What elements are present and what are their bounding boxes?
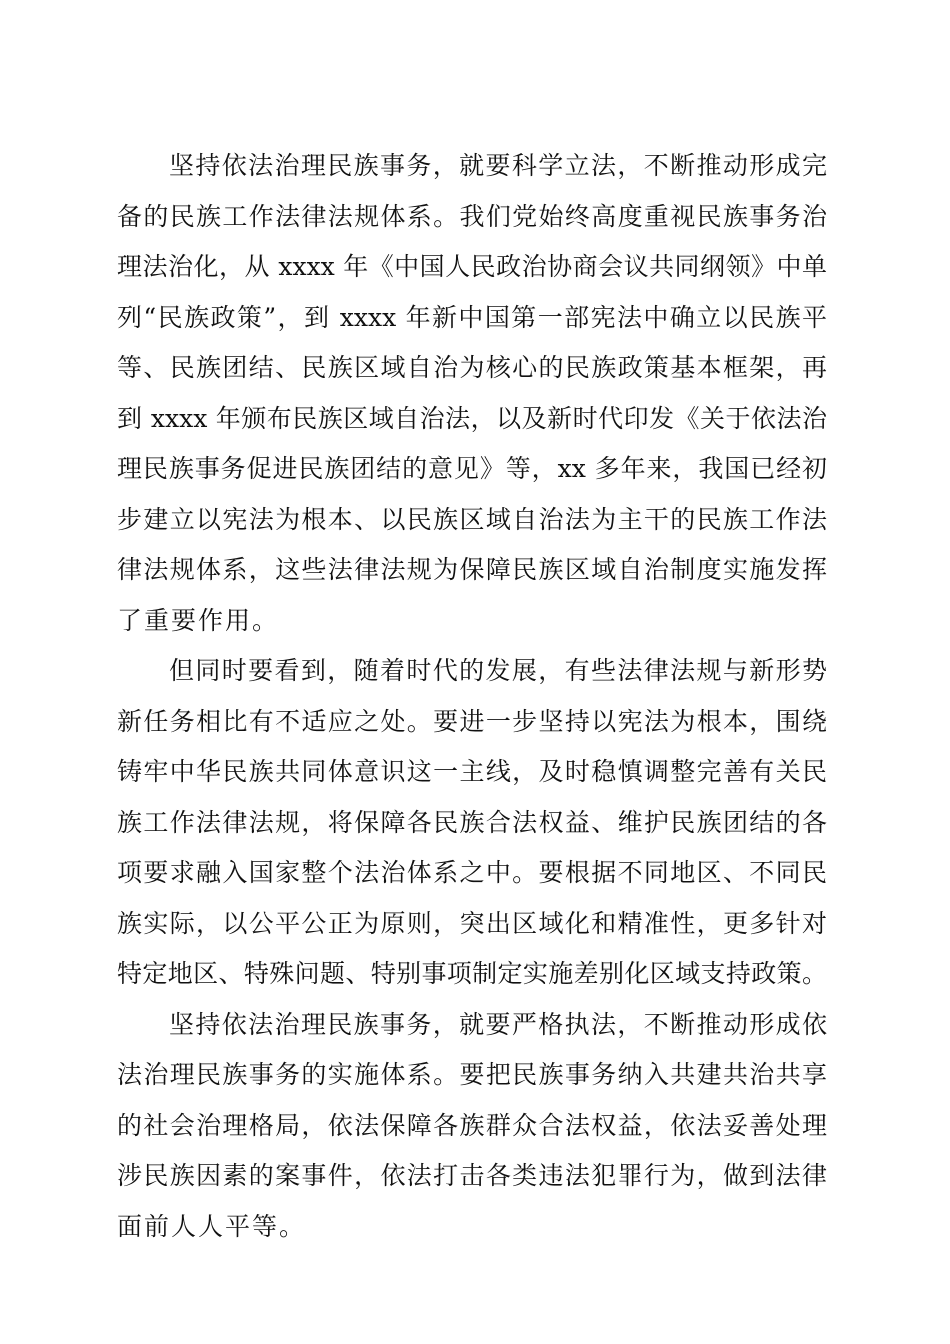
text-line: 到 xxxx 年颁布民族区域自治法，以及新时代印发《关于依法治	[117, 403, 827, 433]
text-line: 法治理民族事务的实施体系。要把民族事务纳入共建共治共享	[117, 1060, 827, 1089]
text-line: 族实际，以公平公正为原则，突出区域化和精准性，更多针对	[117, 908, 827, 938]
paragraph-2	[117, 646, 827, 1000]
text-line: 坚持依法治理民族事务，就要科学立法，不断推动形成完	[169, 151, 827, 180]
text-line: 等、民族团结、民族区域自治为核心的民族政策基本框架，再	[117, 353, 827, 382]
text-line: 步建立以宪法为根本、以民族区域自治法为主干的民族工作法	[117, 504, 827, 534]
text-line: 坚持依法治理民族事务，就要严格执法，不断推动形成依	[169, 1009, 827, 1039]
text-line: 理民族事务促进民族团结的意见》等，xx 多年来，我国已经初	[117, 454, 827, 483]
text-line: 面前人人平等。	[117, 1211, 307, 1241]
paragraph-3	[117, 1000, 827, 1253]
paragraph-1	[117, 141, 827, 646]
text-line: 律法规体系，这些法律法规为保障民族区域自治制度实施发挥	[117, 555, 827, 584]
text-line: 铸牢中华民族共同体意识这一主线，及时稳慎调整完善有关民	[117, 757, 827, 786]
text-line: 了重要作用。	[117, 605, 280, 635]
text-line: 的社会治理格局，依法保障各族群众合法权益，依法妥善处理	[117, 1110, 827, 1140]
text-line: 项要求融入国家整个法治体系之中。要根据不同地区、不同民	[117, 858, 827, 887]
text-line: 族工作法律法规，将保障各民族合法权益、维护民族团结的各	[117, 807, 827, 837]
text-line: 特定地区、特殊问题、特别事项制定实施差别化区域支持政策。	[117, 959, 827, 988]
document-body	[117, 141, 827, 1252]
text-line: 新任务相比有不适应之处。要进一步坚持以宪法为根本，围绕	[117, 706, 827, 736]
text-line: 备的民族工作法律法规体系。我们党始终高度重视民族事务治	[117, 201, 827, 231]
text-line: 涉民族因素的案事件，依法打击各类违法犯罪行为，做到法律	[117, 1161, 827, 1190]
text-line: 但同时要看到，随着时代的发展，有些法律法规与新形势	[169, 656, 827, 685]
text-line: 理法治化，从 xxxx 年《中国人民政治协商会议共同纲领》中单	[117, 252, 827, 281]
text-line: 列“民族政策”，到 xxxx 年新中国第一部宪法中确立以民族平	[117, 302, 827, 332]
